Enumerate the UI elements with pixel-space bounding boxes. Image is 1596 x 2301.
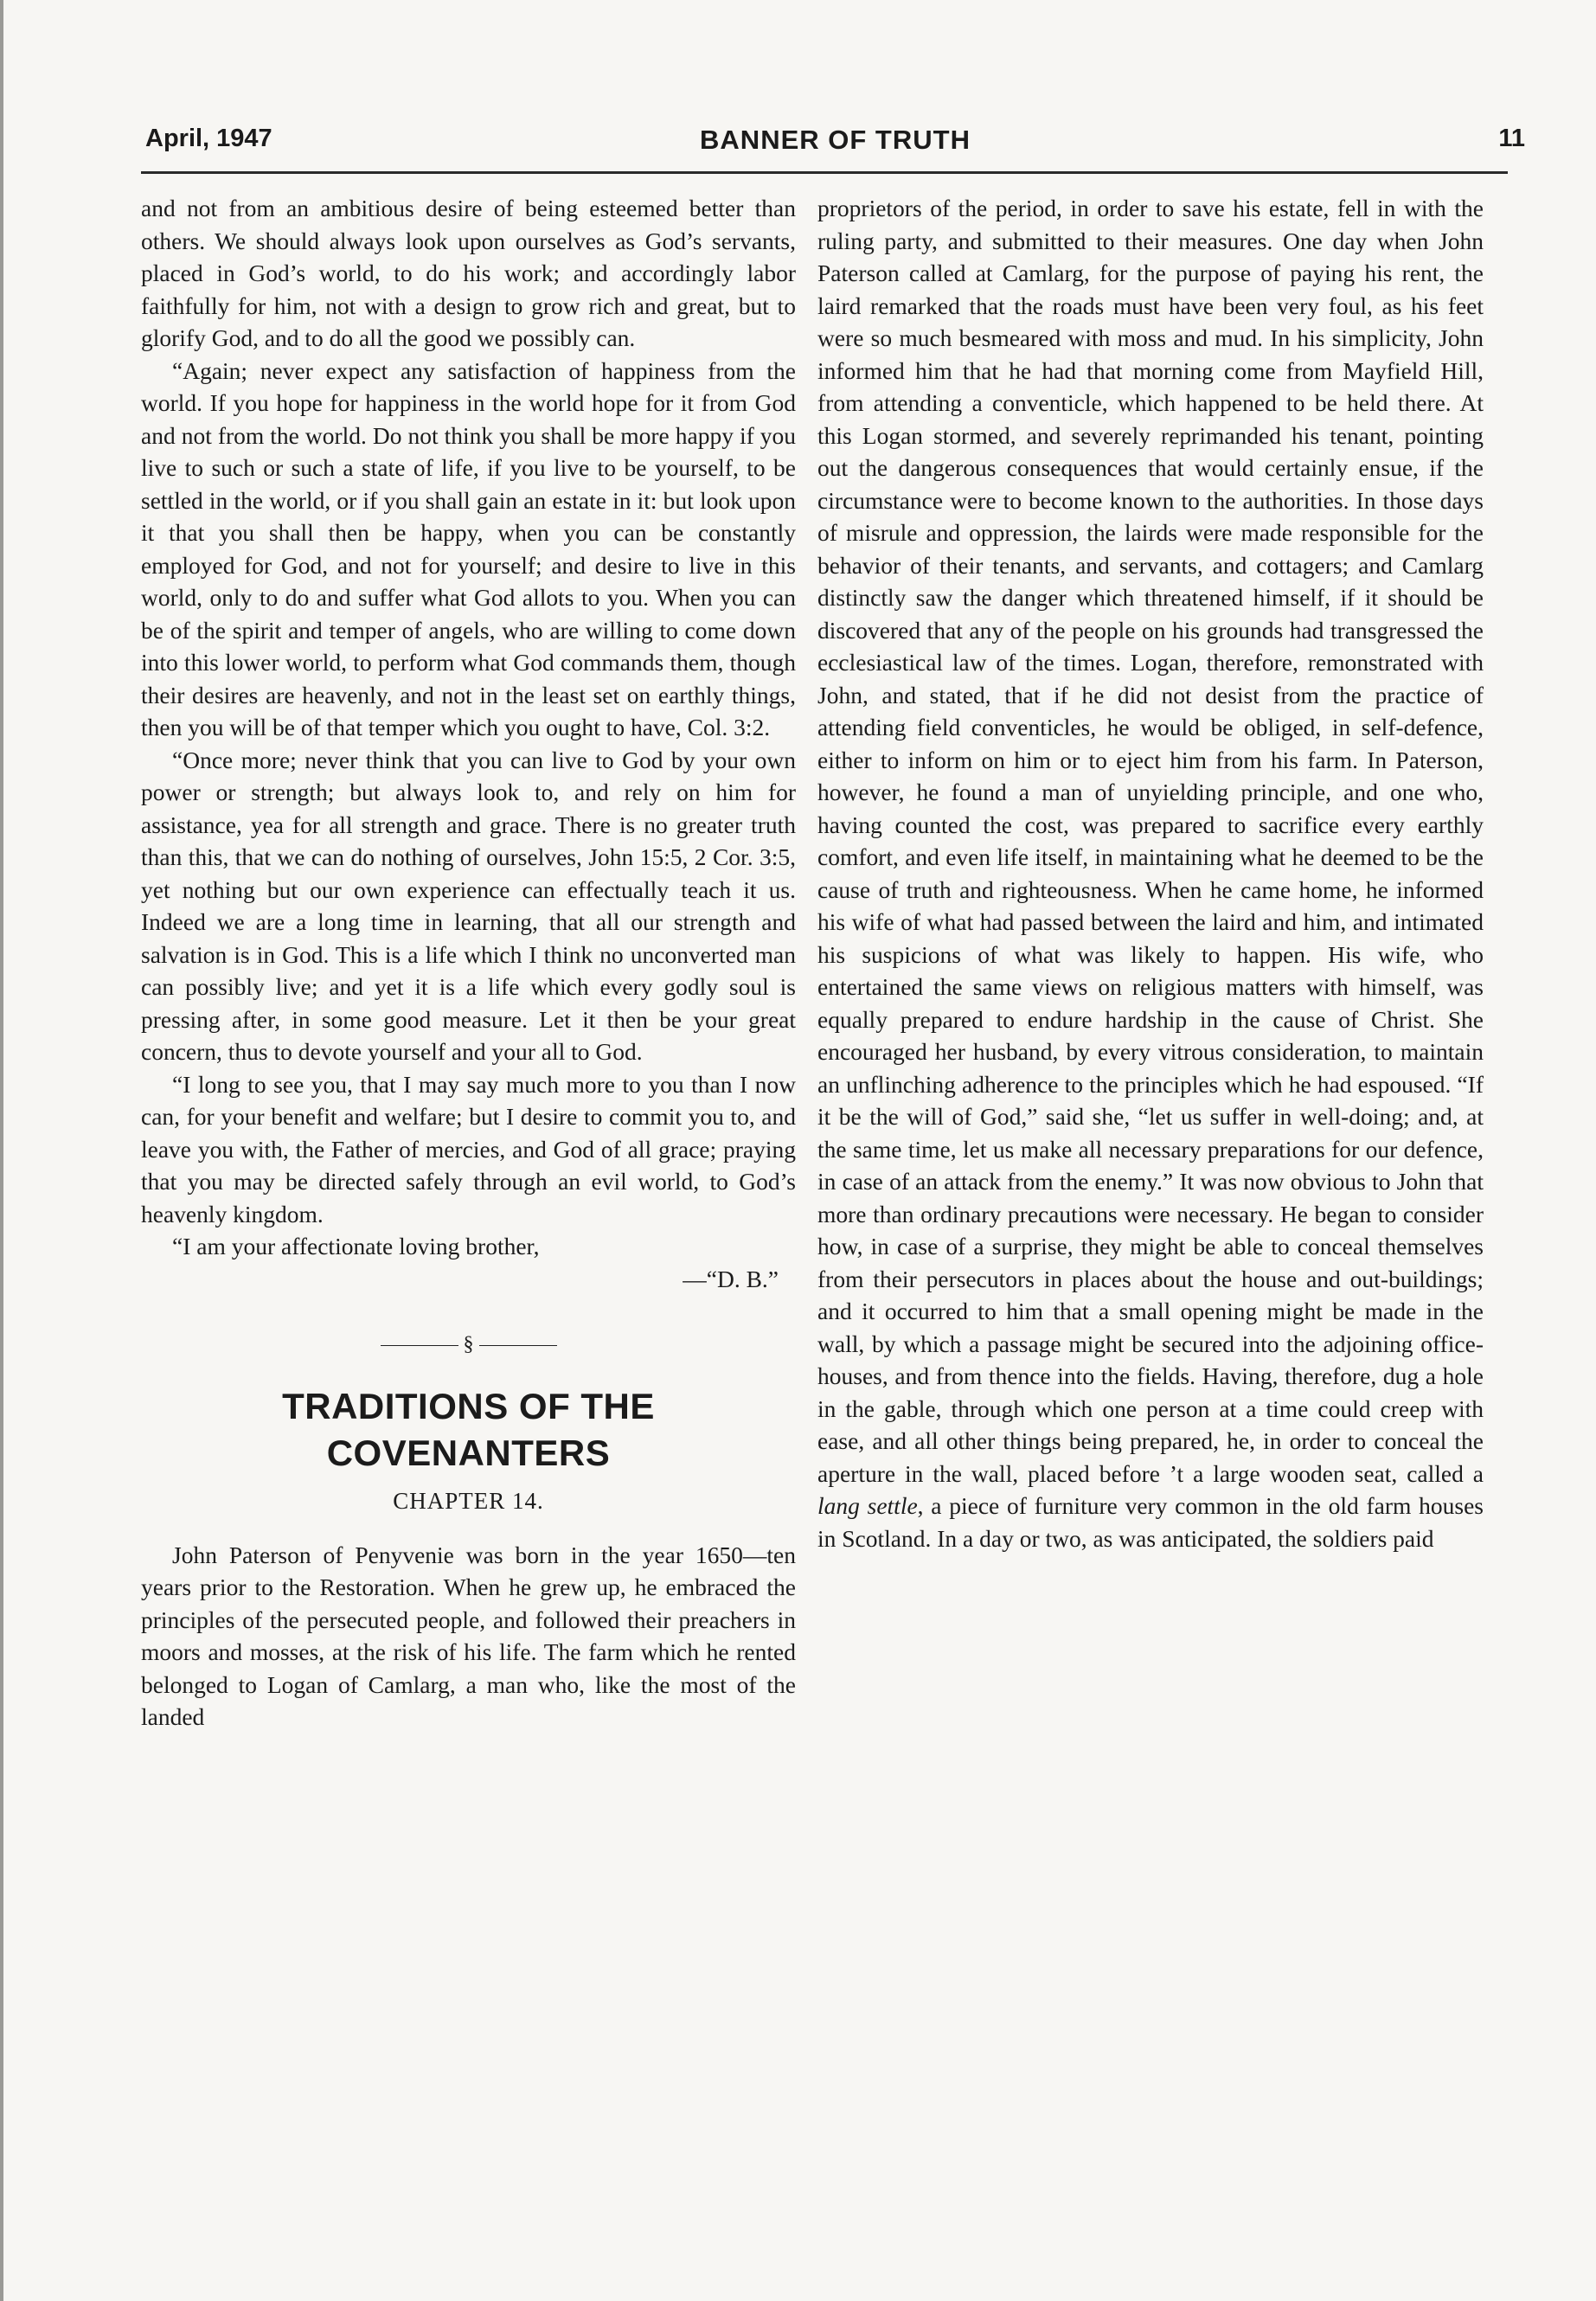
article-text-before: proprietors of the period, in order to save his estate, fell in with the ruling party, and submitted to their measures. One day when John Paterson called at Camlarg, for the purpose of paying his rent, the laird remarked that the roads must have been very foul, as his feet were so much besmeared with moss and mud. In his simplicity, John informed him that he had that morning come from Mayfield Hill, from attending a conventicle, which happened to be held there. At this Logan stormed, and severely reprimanded his tenant, pointing out the dangerous consequences that would certainly ensue, if the circumstance were to become known to the authorities. In those days of misrule and oppression, the lairds were made responsible for the behavior of their tenants, and servants, and cottagers; and Camlarg distinctly saw the danger which threatened himself, if it should be discovered that any of the people on his grounds had transgressed the ecclesiastical law of the times. Logan, therefore, remonstrated with John, and stated, that if he did not desist from the practice of attending field conventicles, he would be obliged, in self-defence, either to inform on him or to eject him from his farm. In Paterson, however, he found a man of unyielding principle, and one who, having counted the cost, was prepared to sacrifice every earthly comfort, and even life itself, in maintaining what he deemed to be the cause of truth and righteousness. When he came home, he informed his wife of what had passed between the laird and him, and intimated his suspicions of what was likely to happen. His wife, who entertained the same views on religious matters with himself, was equally prepared to endure hardship in the cause of Christ. She encouraged her husband, by every vitrous consideration, to maintain an unflinching adherence to the principles which he had espoused. “If it be the will of God,” said she, “let us suffer in well-doing; and, at the same time, let us make all necessary preparations for our defence, in case of an attack from the enemy.” It was now obvious to John that more than ordinary precautions were necessary. He began to consider how, in case of a surprise, they might be able to conceal themselves from their persecutors in places about the house and out-buildings; and it occurred to him that a small opening might be made in the wall, by which a passage might be secured into the adjoining office-houses, and from thence into the fields. Having, therefore, dug a hole in the gable, through which one person at a time could creep with ease, and all other things being prepared, he, in order to conceal the aperture in the wall, placed before ’t a large wooden seat, called a xyxy=(817,195,1484,1487)
chapter-heading: CHAPTER 14. xyxy=(393,1488,544,1514)
right-column xyxy=(817,192,1484,1554)
issue-date: April, 1947 xyxy=(145,125,272,152)
article-title-line-1: TRADITIONS OF THE xyxy=(282,1386,655,1426)
article-paragraph: John Paterson of Penyvenie was born in the year 1650—ten years prior to the Restoration. When he grew up, he embraced the principles of the persecuted people, and followed their preachers in moors and mosses, at the risk of his life. The farm which he rented belonged to Logan of Camlarg, a man who, like the most of the landed xyxy=(141,1541,796,1730)
page-number: 11 xyxy=(1498,125,1525,152)
letter-paragraph: “Again; never expect any satisfaction of happiness from the world. If you hope for happiness in the world hope for it from God and not from the world. Do not think you shall be more happy if you live to such or such a state of life, if you live to be yourself, to be settled in the world, or if you shall gain an estate in it: but look upon it that you shall then be happy, when you can be constantly employed for God, and not for yourself; and desire to live in this world, only to do and suffer what God allots to you. When you can be of the spirit and temper of angels, who are willing to come down into this lower world, to perform what God commands them, though their desires are heavenly, and not in the least set on earthly things, then you will be of that temper which you ought to have, Col. 3:2. xyxy=(141,356,796,740)
letter-signature: —“D. B.” xyxy=(683,1265,779,1292)
divider-rule-left xyxy=(381,1345,458,1346)
italic-term: lang settle xyxy=(817,1492,918,1519)
page-edge xyxy=(0,0,3,2301)
letter-closing: “I am your affectionate loving brother, xyxy=(172,1233,540,1259)
article-text-after: , a piece of furniture very common in the old farm houses in Scotland. In a day or two, as was anticipated, the soldiers paid xyxy=(817,1492,1484,1552)
section-divider xyxy=(141,1331,796,1357)
article-title xyxy=(141,1383,796,1477)
article-continuation xyxy=(817,192,1484,1554)
header-rule xyxy=(141,171,1508,174)
running-header xyxy=(145,121,1525,163)
letter-paragraph: “Once more; never think that you can live to God by your own power or strength; but always look to, and rely on him for assistance, yea for all strength and grace. There is no greater truth than this, that we can do nothing of ourselves, John 15:5, 2 Cor. 3:5, yet nothing but our own experience can effectually teach it us. Indeed we are a long time in learning, that all our strength and salvation is in God. This is a life which I think no unconverted man can possibly live; and yet it is a life which every godly soul is pressing after, in some good measure. Let it then be your great concern, thus to devote yourself and your all to God. xyxy=(141,746,796,1065)
section-symbol: § xyxy=(463,1333,474,1356)
divider-rule-right xyxy=(479,1345,557,1346)
letter-paragraph: “I long to see you, that I may say much more to you than I now can, for your benefit and welfare; but I desire to commit you to, and leave you with, the Father of mercies, and God of all grace; praying that you may be directed safely through an evil world, to God’s heavenly kingdom. xyxy=(141,1070,796,1227)
article-title-line-2: COVENANTERS xyxy=(326,1433,611,1473)
letter-paragraph: and not from an ambitious desire of being esteemed better than others. We should always look upon ourselves as God’s servants, placed in God’s world, to do his work; and accordingly labor faithfully for him, not with a design to grow rich and great, but to glorify God, and to do all the good we possibly can. xyxy=(141,195,796,351)
left-column xyxy=(141,192,796,1734)
publication-title: BANNER OF TRUTH xyxy=(700,125,971,155)
